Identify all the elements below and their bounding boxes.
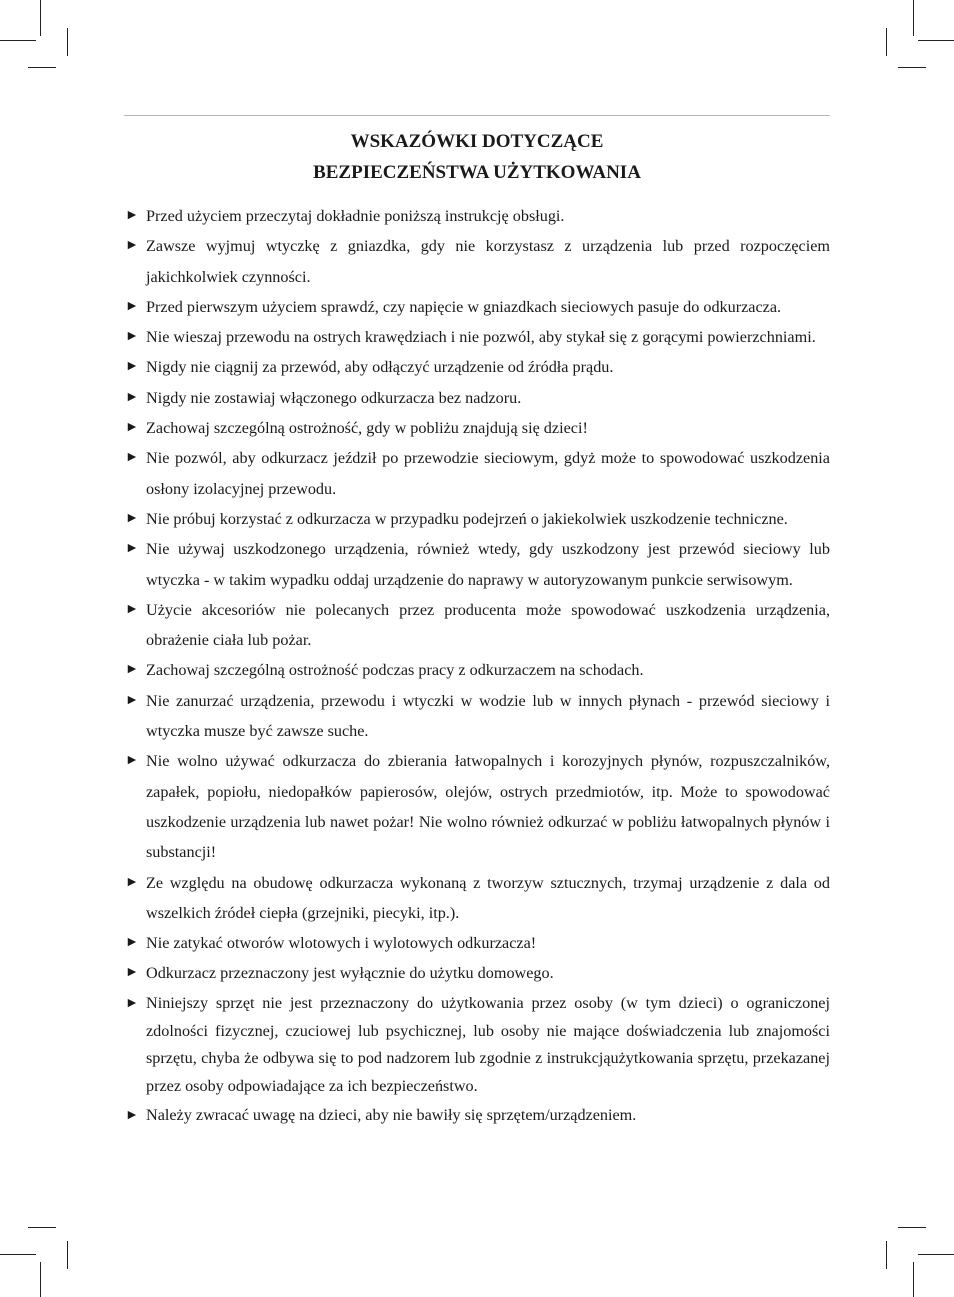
list-item [124, 504, 830, 534]
bullet-arrow-icon: ► [125, 753, 139, 769]
list-item [124, 534, 830, 595]
item-text: Zachowaj szczególną ostrożność, gdy w pobliżu znajdują się dzieci! [146, 419, 588, 438]
list-item [124, 383, 830, 413]
item-text: Nie zanurzać urządzenia, przewodu i wtyczki w wodzie lub w innych płynach - przewód sieciowy i wtyczka musze być zawsze suche. [146, 691, 830, 741]
bullet-arrow-icon: ► [125, 601, 139, 617]
crop-mark [918, 40, 954, 41]
bullet-arrow-icon: ► [125, 995, 139, 1011]
list-item [124, 352, 830, 382]
bullet-arrow-icon: ► [125, 874, 139, 890]
list-item [124, 928, 830, 958]
crop-mark [0, 40, 36, 41]
list-item [124, 868, 830, 929]
crop-mark [40, 0, 41, 36]
list-item [124, 990, 830, 1101]
title-line: WSKAZÓWKI DOTYCZĄCE [350, 131, 604, 152]
bullet-arrow-icon: ► [125, 389, 139, 405]
crop-mark [886, 1241, 887, 1269]
list-item [124, 1102, 830, 1130]
crop-mark [913, 1262, 914, 1297]
item-text: Nie zatykać otworów wlotowych i wylotowych odkurzacza! [146, 934, 537, 953]
crop-mark [40, 1262, 41, 1297]
crop-mark [886, 28, 887, 56]
item-text: Odkurzacz przeznaczony jest wyłącznie do użytku domowego. [146, 964, 554, 983]
item-text: Użycie akcesoriów nie polecanych przez producenta może spowodować uszkodzenia urządzenia, obrażenie ciała lub pożar. [146, 600, 830, 650]
list-item [124, 201, 830, 231]
item-text: Nigdy nie ciągnij za przewód, aby odłączyć urządzenie od źródła prądu. [146, 358, 614, 377]
bullet-arrow-icon: ► [125, 208, 139, 223]
bullet-arrow-icon: ► [125, 510, 139, 526]
list-item [124, 655, 830, 685]
crop-mark [918, 1254, 954, 1255]
item-text: Ze względu na obudowę odkurzacza wykonaną z tworzyw sztucznych, trzymaj urządzenie z dala od wszelkich źródeł ciepła (grzejniki, piecyki, itp.). [146, 873, 830, 922]
bullet-arrow-icon: ► [125, 965, 139, 981]
item-text: Nie używaj uszkodzonego urządzenia, również wtedy, gdy uszkodzony jest przewód sieciowy lub wtyczka - w takim wypadku oddaj urządzenie do naprawy w autoryzowanym punkcie serwisowym. [146, 540, 830, 589]
item-text: Niniejszy sprzęt nie jest przeznaczony do użytkowania przez osoby (w tym dzieci) o ograniczonej zdolności fizycznej, czuciowej lub psychicznej, lub osoby nie mające doświadczenia lub znajomości sprzętu, chyba że odbywa się to pod nadzorem lub zgodnie z instrukcjąużytkowania sprzętu, przekazanej przez osoby odpowiadające za ich bezpieczeństwo. [146, 993, 830, 1096]
bullet-arrow-icon: ► [125, 935, 139, 951]
bullet-arrow-icon: ► [125, 1107, 139, 1123]
top-rule [124, 115, 830, 116]
item-text: Nigdy nie zostawiaj włączonego odkurzacza bez nadzoru. [146, 388, 522, 407]
crop-mark [67, 28, 68, 56]
crop-mark [0, 1254, 36, 1255]
list-item [124, 686, 830, 747]
item-text: Zawsze wyjmuj wtyczkę z gniazdka, gdy nie korzystasz z urządzenia lub przed rozpoczęciem jakichkolwiek czynności. [146, 237, 830, 286]
list-item [124, 413, 830, 443]
list-item [124, 322, 830, 352]
item-text: Nie wolno używać odkurzacza do zbierania łatwopalnych i korozyjnych płynów, rozpuszczalników, zapałek, popiołu, niedopałków papierosów, olejów, ostrych przedmiotów, itp. Może to spowodować uszkodzenie urządzenia lub nawet pożar! Nie wolno również odkurzać w pobliżu łatwopalnych płynów i substancji! [146, 752, 830, 862]
bullet-arrow-icon: ► [125, 298, 139, 314]
safety-instructions-list [124, 201, 830, 1130]
item-text: Przed użyciem przeczytaj dokładnie poniższą instrukcję obsługi. [146, 207, 565, 225]
item-text: Nie pozwól, aby odkurzacz jeździł po przewodzie sieciowym, gdyż może to spowodować uszkodzenia osłony izolacyjnej przewodu. [146, 449, 830, 498]
crop-mark [28, 1227, 56, 1228]
page-title [124, 126, 830, 188]
item-text: Należy zwracać uwagę na dzieci, aby nie bawiły się sprzętem/urządzeniem. [146, 1105, 637, 1124]
item-text: Nie próbuj korzystać z odkurzacza w przypadku podejrzeń o jakiekolwiek uszkodzenie techniczne. [146, 509, 788, 528]
crop-mark [67, 1241, 68, 1269]
item-text: Przed pierwszym użyciem sprawdź, czy napięcie w gniazdkach sieciowych pasuje do odkurzacza. [146, 297, 782, 316]
item-text: Nie wieszaj przewodu na ostrych krawędziach i nie pozwól, aby stykał się z gorącymi powierzchniami. [146, 328, 816, 347]
list-item [124, 231, 830, 292]
bullet-arrow-icon: ► [125, 541, 139, 557]
bullet-arrow-icon: ► [125, 692, 139, 708]
bullet-arrow-icon: ► [125, 359, 139, 375]
bullet-arrow-icon: ► [125, 662, 139, 678]
bullet-arrow-icon: ► [125, 238, 139, 254]
item-text: Zachowaj szczególną ostrożność podczas pracy z odkurzaczem na schodach. [146, 661, 644, 680]
crop-mark [28, 67, 56, 68]
crop-mark [898, 1227, 926, 1228]
bullet-arrow-icon: ► [125, 420, 139, 436]
list-item [124, 595, 830, 656]
list-item [124, 746, 830, 867]
list-item [124, 292, 830, 322]
bullet-arrow-icon: ► [125, 450, 139, 466]
crop-mark [898, 67, 926, 68]
crop-mark [913, 0, 914, 36]
bullet-arrow-icon: ► [125, 329, 139, 345]
list-item [124, 958, 830, 988]
list-item [124, 443, 830, 504]
title-line: BEZPIECZEŃSTWA UŻYTKOWANIA [313, 162, 641, 183]
